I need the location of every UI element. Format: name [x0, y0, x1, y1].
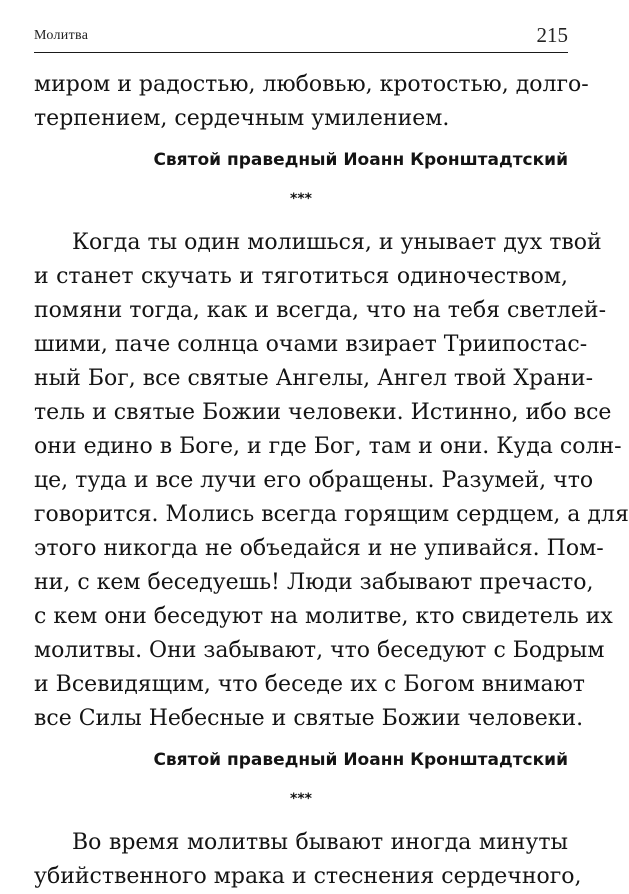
text-line: терпением, сердечным умилением.	[34, 106, 450, 131]
text-line: этого никогда не объедайся и не упивайся. Пом-	[34, 536, 604, 561]
section-separator: ***	[290, 191, 312, 207]
text-line: молитвы. Они забывают, что беседуют с Бодрым	[34, 638, 605, 663]
text-line: и Всевидящим, что беседе их с Богом внимают	[34, 672, 585, 697]
prayer-paragraph	[34, 226, 629, 736]
text-line: с кем они беседуют на молитве, кто свидетель их	[34, 604, 613, 629]
text-line: убийственного мрака и стеснения сердечного,	[34, 864, 582, 889]
text-line: шими, паче солнца очами взирает Триипостас-	[34, 332, 588, 357]
text-line: и станет скучать и тяготиться одиночеством,	[34, 264, 568, 289]
page-number: 215	[536, 23, 568, 47]
text-line: це, туда и все лучи его обращены. Разумей, что	[34, 468, 594, 493]
attribution: Святой праведный Иоанн Кронштадтский	[153, 750, 568, 770]
continuation-paragraph	[34, 68, 589, 136]
text-line: ный Бог, все святые Ангелы, Ангел твой Храни-	[34, 366, 594, 391]
section-separator: ***	[290, 791, 312, 807]
prayer-paragraph	[34, 826, 582, 894]
text-line: говорится. Молись всегда горящим сердцем, а для	[34, 502, 629, 527]
page-body	[34, 68, 629, 894]
text-line: ни, с кем беседуешь! Люди забывают пречасто,	[34, 570, 594, 595]
text-line: Во время молитвы бывают иногда минуты	[72, 830, 568, 855]
attribution: Святой праведный Иоанн Кронштадтский	[153, 150, 568, 170]
text-line: Когда ты один молишься, и унывает дух твой	[72, 230, 602, 255]
text-line: они едино в Боге, и где Бог, там и они. Куда солн-	[34, 434, 622, 459]
text-line: помяни тогда, как и всегда, что на тебя светлей-	[34, 298, 606, 323]
section-title: Молитва	[34, 28, 89, 43]
text-line: миром и радостью, любовью, кротостью, долго-	[34, 72, 589, 97]
running-header	[34, 22, 568, 53]
text-line: тель и святые Божии человеки. Истинно, ибо все	[34, 400, 612, 425]
text-line: все Силы Небесные и святые Божии человеки.	[34, 706, 584, 731]
